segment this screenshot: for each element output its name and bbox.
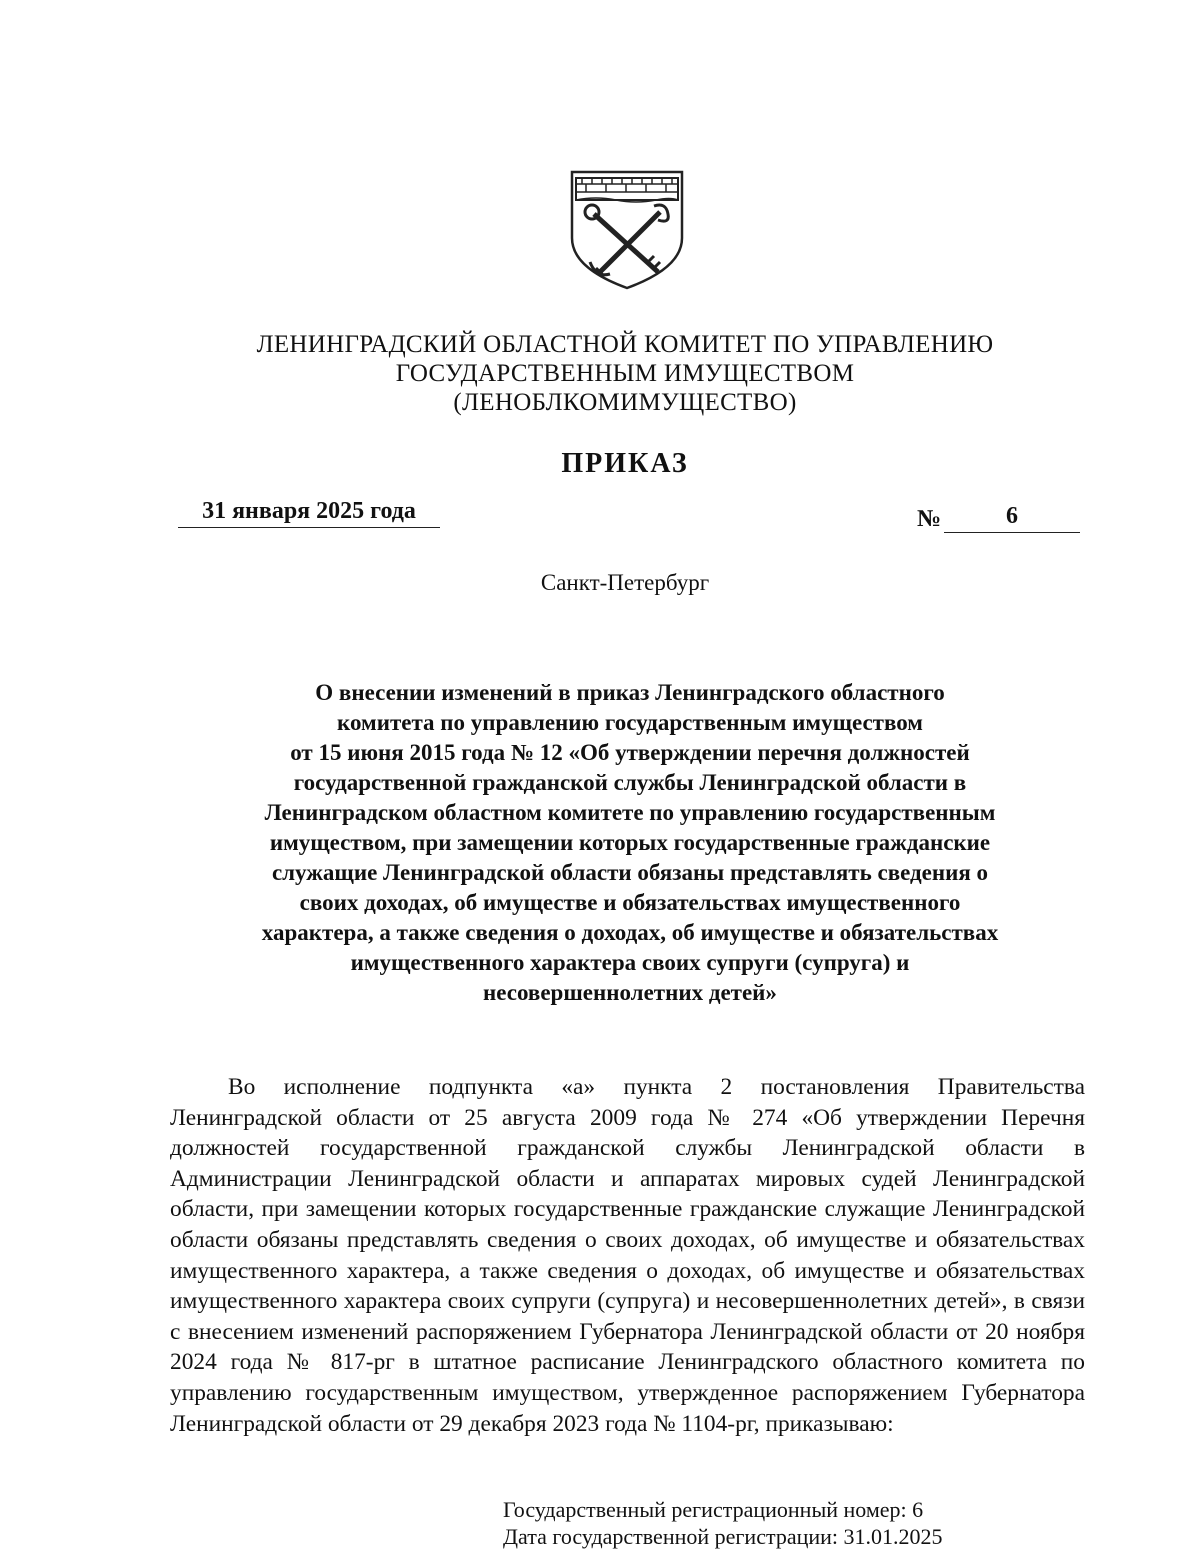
org-line-3: (ЛЕНОБЛКОМИМУЩЕСТВО) xyxy=(453,389,797,416)
subject-line: имущественного характера своих супруги (супруга) и xyxy=(350,950,910,975)
coat-of-arms-emblem xyxy=(566,168,688,290)
document-number: 6 xyxy=(944,503,1080,533)
subject-line: имуществом, при замещении которых государственные гражданские xyxy=(269,830,991,855)
registration-stamp xyxy=(503,1496,943,1550)
subject-line: О внесении изменений в приказ Ленинградского областного xyxy=(315,680,945,705)
subject-line: несовершеннолетних детей» xyxy=(483,980,777,1005)
subject-line: своих доходах, об имуществе и обязательствах имущественного xyxy=(299,890,961,915)
document-date: 31 января 2025 года xyxy=(178,498,440,528)
subject-line: комитета по управлению государственным имуществом xyxy=(337,710,923,735)
document-number-label: № xyxy=(917,506,942,532)
subject-line: от 15 июня 2015 года № 12 «Об утверждении перечня должностей xyxy=(290,740,970,765)
subject-line: государственной гражданской службы Ленинградской области в xyxy=(293,770,967,795)
org-line-1: ЛЕНИНГРАДСКИЙ ОБЛАСТНОЙ КОМИТЕТ ПО УПРАВЛЕНИЮ xyxy=(256,331,994,358)
document-subject xyxy=(178,678,1082,1008)
subject-line: служащие Ленинградской области обязаны представлять сведения о xyxy=(271,860,989,885)
document-type-title: ПРИКАЗ xyxy=(561,448,689,479)
registration-number: Государственный регистрационный номер: 6 xyxy=(503,1497,924,1522)
document-city: Санкт-Петербург xyxy=(540,570,710,595)
org-line-2: ГОСУДАРСТВЕННЫМ ИМУЩЕСТВОМ xyxy=(395,360,855,387)
body-paragraph: Во исполнение подпункта «а» пункта 2 постановления Правительства Ленинградской области от 25 августа 2009 года № 274 «Об утверждении Перечня должностей государственной гражданской службы Ленинградской области в Администрации Ленинградской области и аппаратах мировых судей Ленинградской области, при замещении которых государственные гражданские служащие Ленинградской области обязаны представлять сведения о своих доходах, об имуществе и обязательствах имущественного характера, а также сведения о доходах, об имуществе и обязательствах имущественного характера своих супруги (супруга) и несовершеннолетних детей», в связи с внесением изменений распоряжением Губернатора Ленинградской области от 20 ноября 2024 года № 817-рг в штатное расписание Ленинградского областного комитета по управлению государственным имуществом, утвержденное распоряжением Губернатора Ленинградской области от 29 декабря 2023 года № 1104-рг, приказываю: xyxy=(170,1074,1085,1437)
subject-line: Ленинградском областном комитете по управлению государственным xyxy=(264,800,996,825)
organization-name xyxy=(150,330,1100,417)
subject-line: характера, а также сведения о доходах, об имуществе и обязательствах xyxy=(261,920,999,945)
registration-date: Дата государственной регистрации: 31.01.2025 xyxy=(503,1524,943,1549)
